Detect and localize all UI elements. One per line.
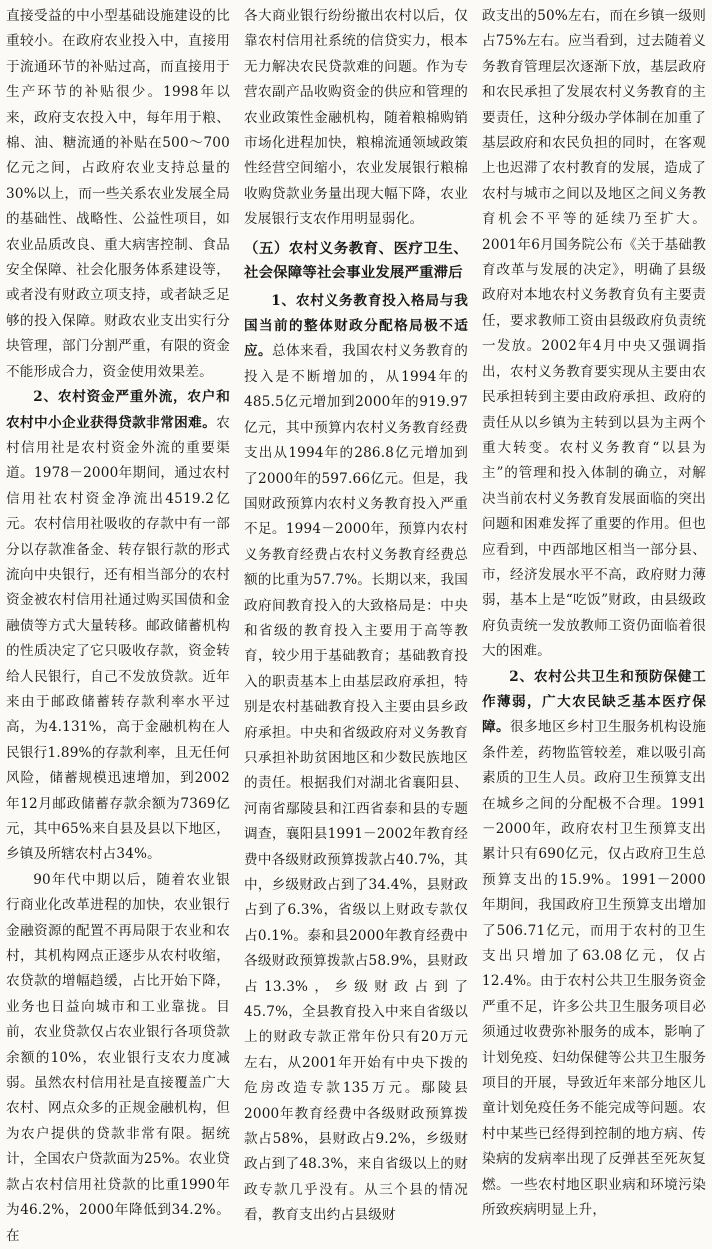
paragraph-body: 总体来看，我国农村义务教育的投入是不断增加的，从1994年的485.5亿元增加到2000年的919.97亿元，其中预算内农村义务教育经费支出从1994年的286.8亿元增加到了2000年的597.66亿元。但是，我国财政预算内农村义务教育投入严重不足。1994－2000年，预算内农村义务教育经费占农村义务教育经费总额的比重为57.7%。长期以来，我国政府间教育投入的大致格局是：中央和省级的教育投入主要用于高等教育，较少用于基础教育；基础教育投入的职责基本上由基层政府承担，特别是农村基础教育投入主要由县乡政府承担。中央和省级政府对义务教育只承担补助贫困地区和少数民族地区的责任。根据我们对湖北省襄阳县、河南省鄢陵县和江西省泰和县的专题调查，襄阳县1991－2002年教育经费中各级财政预算拨款占40.7%，其中，乡级财政占到了34.4%，县财政占到了6.3%，省级以上财政专款仅占0.1%。泰和县2000年教育经费中各级财政预算拨款占58.9%，县财政占13.3%，乡级财政占到了45.7%，全县教育投入中来自省级以上的财政专款正常年份只有20万元左右，从2001年开始有中央下拨的危房改造专款135万元。鄢陵县2000年教育经费中各级财政预算拨款占58%，县财政占9.2%，乡级财政占到了48.3%，来自省级以上的财政专款几乎没有。从三个县的情况看，教育支出约占县级财 bbox=[244, 343, 468, 1224]
paragraph-credit-coop: 各大商业银行纷纷撤出农村以后，仅靠农村信用社系统的信贷实力，根本无力解决农民贷款难的问题。作为专营农副产品收购资金的供应和管理的农业政策性金融机构，随着粮棉购销市场化进程加快，粮棉流通领域政策性经营空间缩小，农业发展银行粮棉收购贷款业务量出现大幅下降，农业发展银行支农作用明显弱化。 bbox=[244, 8, 468, 228]
section-heading-5: （五）农村义务教育、医疗卫生、社会保障等社会事业发展严重滞后 bbox=[244, 240, 468, 281]
numbered-heading-2b: 2、农村公共卫生和预防保健工作薄弱，广大农民缺乏基本医疗保障。 bbox=[482, 668, 706, 736]
paragraph-body: 农村信用社是农村资金外流的重要渠道。1978－2000年期间，通过农村信用社农村资金净流出4519.2亿元。农村信用社吸收的存款中有一部分以存款准备金、转存银行款的形式流向中央银行，还有相当部分的农村资金被农村信用社通过购买国债和金融债等方式大量转移。邮政储蓄机构的性质决定了它只吸收存款，资金转给人民银行，自己不发放贷款。近年来由于邮政储蓄转存款利率水平过高，为4.131%，高于金融机构在人民银行1.89%的存款利率，且无任何风险，储蓄规模迅速增加，到2002年12月邮政储蓄存款余额为7369亿元，其中65%来自县及县以下地区，乡镇及所辖农村占34%。 bbox=[6, 414, 230, 863]
text-column-left bbox=[6, 4, 230, 1244]
text-column-middle bbox=[244, 4, 468, 1224]
paragraph-body: 很多地区乡村卫生服务机构设施条件差，药物监管较差，难以吸引高素质的卫生人员。政府卫生预算支出在城乡之间的分配极不合理。1991－2000年，政府农村卫生预算支出累计只有690亿元，仅占政府卫生总预算支出的15.9%。1991－2000年期间，我国政府卫生预算支出增加了506.71亿元，而用于农村的卫生支出只增加了63.08亿元，仅占12.4%。由于农村公共卫生服务资金严重不足，许多公共卫生服务项目必须通过收费弥补服务的成本，影响了计划免疫、妇幼保健等公共卫生服务项目的开展，导致近年来部分地区儿童计划免疫任务不能完成等问题。农村中某些已经得到控制的地方病、传染病的发病率出现了反弹甚至死灰复燃。一些农村地区职业病和环境污染所致疾病明显上升， bbox=[482, 719, 706, 1219]
text-column-right bbox=[482, 4, 706, 1219]
numbered-heading-2: 2、农村资金严重外流，农户和农村中小企业获得贷款非常困难。 bbox=[6, 389, 230, 431]
numbered-heading-1: 1、农村义务教育投入格局与我国当前的整体财政分配格局极不适应。 bbox=[244, 292, 468, 360]
paragraph-rural-capital-outflow bbox=[6, 385, 230, 868]
paragraph-rural-health bbox=[482, 665, 706, 1224]
paragraph-agri-bank-reform: 90年代中期以后，随着农业银行商业化改革进程的加快，农业银行金融资源的配置不再局限于农业和农村，其机构网点正逐步从农村收缩，农贷款的增幅趋缓，占比开始下降，业务也日益向城市和工业靠拢。目前，农业贷款仅占农业银行各项贷款余额的10%，农业银行支农力度减弱。虽然农村信用社是直接覆盖广大农村、网点众多的正规金融机构，但为农户提供的贷款非常有限。据统计，全国农户贷款面为25%。农业贷款占农村信用社贷款的比重1990年为46.2%，2000年降低到34.2%。在 bbox=[6, 871, 230, 1244]
paragraph-rural-education bbox=[244, 289, 468, 1229]
paragraph-education-continued: 政支出的50%左右，而在乡镇一级则占75%左右。应当看到，过去随着义务教育管理层次逐渐下放，基层政府和农民承担了发展农村义务教育的主要责任，这种分级办学体制在加重了基层政府和农民负担的同时，在客观上也迟滞了农村教育的发展，造成了农村与城市之间以及地区之间义务教育机会不平等的延续乃至扩大。2001年6月国务院公布《关于基础教育改革与发展的决定》，明确了县级政府对本地农村义务教育负有主要责任，要求教师工资由县级政府负责统一发放。2002年4月中央又强调指出，农村义务教育要实现从主要由农民承担转到主要由政府承担、政府的责任从以乡镇为主转到以县为主两个重大转变。农村义务教育“以县为主”的管理和投入体制的确立，对解决当前农村义务教育发展面临的突出问题和困难发挥了重要的作用。但也应看到，中西部地区相当一部分县、市，经济发展水平不高，政府财力薄弱，基本上是“吃饭”财政，由县级政府负责统一发放教师工资仍面临着很大的困难。 bbox=[482, 8, 706, 660]
paragraph-agri-subsidy: 直接受益的中小型基础设施建设的比重较小。在政府农业投入中，直接用于流通环节的补贴过高，而直接用于生产环节的补贴很少。1998年以来，政府支农投入中，每年用于粮、棉、油、糖流通的补贴在500～700亿元之间，占政府农业支持总量的30%以上，而一些关系农业发展全局的基础性、战略性、公益性项目，如农业品质改良、重大病害控制、食品安全保障、社会化服务体系建设等，或者没有财政立项支持，或者缺乏足够的投入保障。财政农业支出实行分块管理，部门分割严重，有限的资金不能形成合力，资金使用效果差。 bbox=[6, 8, 230, 380]
